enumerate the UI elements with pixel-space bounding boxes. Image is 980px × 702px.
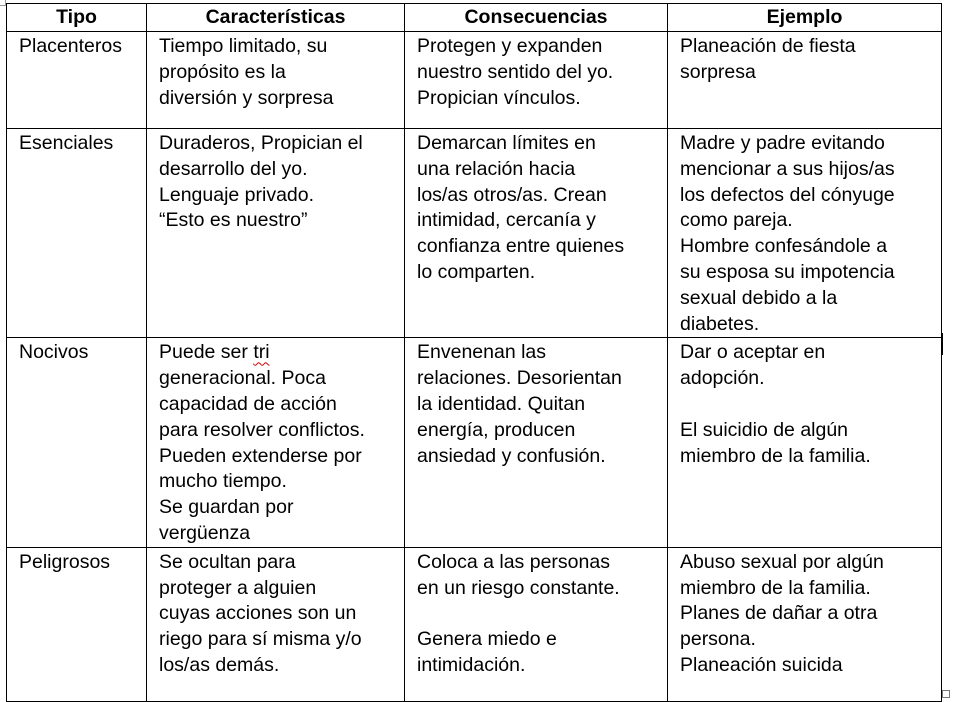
text-line: en un riesgo constante.: [417, 576, 620, 599]
text-line: Demarcan límites en: [417, 132, 596, 154]
text-line: persona.: [680, 628, 756, 651]
text-line: los defectos del cónyuge: [680, 183, 895, 206]
text-line: mucho tiempo.: [159, 470, 287, 493]
header-row: [7, 4, 942, 32]
blank-line: [680, 392, 935, 418]
text-line: miembro de la familia.: [680, 444, 871, 467]
text-line: intimidad, cercanía y: [417, 209, 596, 232]
cell-caracteristicas: [147, 32, 405, 129]
text-line: ansiedad y confusión.: [417, 444, 606, 467]
header-caracteristicas: Características: [147, 4, 405, 32]
text-line: Planes de dañar a otra: [680, 602, 878, 625]
text-line: diabetes.: [680, 312, 760, 335]
cell-caracteristicas: [147, 129, 405, 338]
text-line: energía, producen: [417, 418, 576, 441]
text-line: una relación hacia: [417, 157, 576, 180]
tipo-label: Placenteros: [19, 35, 122, 57]
text-line: El suicidio de algún: [680, 418, 849, 441]
cell-ejemplo: [668, 547, 942, 701]
header-ejemplo: Ejemplo: [668, 4, 942, 32]
text-line: Se ocultan para: [159, 550, 296, 573]
text-line: los/as demás.: [159, 653, 280, 676]
text-line: Duraderos, Propician el: [159, 132, 363, 154]
header-tipo: Tipo: [7, 4, 147, 32]
text-line: generacional. Poca: [159, 367, 326, 390]
text-line: como pareja.: [680, 209, 793, 232]
text-line: su esposa su impotencia: [680, 260, 895, 283]
cell-caracteristicas: [147, 338, 405, 547]
text-line: Coloca a las personas: [417, 550, 610, 573]
text-cursor: [941, 333, 943, 355]
table-resize-handle[interactable]: [942, 690, 950, 698]
tipo-label: Peligrosos: [19, 550, 111, 573]
text-line: Abuso sexual por algún: [680, 550, 884, 573]
cell-tipo: [7, 547, 147, 701]
text-line: diversión y sorpresa: [159, 86, 334, 109]
cell-consecuencias: [405, 338, 668, 547]
text-line: cuyas acciones son un: [159, 602, 357, 625]
tipo-label: Nocivos: [19, 341, 89, 364]
text-line: Dar o aceptar en: [680, 341, 826, 364]
text-line: Pueden extenderse por: [159, 444, 362, 467]
text-line: desarrollo del yo.: [159, 157, 308, 180]
text-line: lo comparten.: [417, 260, 536, 283]
text-line: Planeación de fiesta: [680, 35, 856, 57]
text-line: adopción.: [680, 367, 765, 390]
text-line: vergüenza: [159, 521, 251, 544]
text-line: propósito es la: [159, 60, 286, 83]
text-line: riego para sí misma y/o: [159, 628, 362, 651]
cell-caracteristicas: [147, 547, 405, 701]
table-row-peligrosos: [7, 547, 942, 701]
text-line: mencionar a sus hijos/as: [680, 157, 895, 180]
cell-consecuencias: [405, 129, 668, 338]
text-line: miembro de la familia.: [680, 576, 871, 599]
header-consecuencias: Consecuencias: [405, 4, 668, 32]
table-row-esenciales: [7, 129, 942, 338]
text-line: Planeación suicida: [680, 653, 843, 676]
cell-tipo: [7, 32, 147, 129]
cell-consecuencias: [405, 32, 668, 129]
text-line: [159, 340, 398, 366]
secrets-table: [6, 3, 942, 702]
text-line: los/as otros/as. Crean: [417, 183, 607, 206]
cell-consecuencias: [405, 547, 668, 701]
text-line: Lenguaje privado.: [159, 183, 315, 206]
cell-ejemplo: [668, 129, 942, 338]
text-line: Envenenan las: [417, 341, 547, 364]
text-line: capacidad de acción: [159, 392, 337, 415]
text-line: intimidación.: [417, 653, 526, 676]
table-row-nocivos: [7, 338, 942, 547]
text-line: confianza entre quienes: [417, 235, 625, 258]
tipo-label: Esenciales: [19, 132, 114, 154]
text-line: Tiempo limitado, su: [159, 35, 328, 57]
cell-ejemplo: [668, 338, 942, 547]
text-line: Genera miedo e: [417, 628, 557, 651]
table-row-placenteros: [7, 32, 942, 129]
text-line: Hombre confesándole a: [680, 235, 888, 258]
text-fragment: Puede ser: [159, 341, 254, 364]
spellcheck-flagged-word: tri: [253, 341, 270, 364]
text-line: relaciones. Desorientan: [417, 367, 622, 390]
text-line: “Esto es nuestro”: [159, 209, 308, 232]
text-line: sorpresa: [680, 60, 756, 83]
text-line: Se guardan por: [159, 496, 294, 519]
cell-ejemplo: [668, 32, 942, 129]
blank-line: [417, 601, 661, 627]
cell-tipo: [7, 129, 147, 338]
text-line: Propician vínculos.: [417, 86, 581, 109]
text-line: sexual debido a la: [680, 286, 838, 309]
text-line: Protegen y expanden: [417, 35, 603, 57]
text-line: la identidad. Quitan: [417, 392, 586, 415]
text-line: Madre y padre evitando: [680, 132, 885, 154]
cell-tipo: [7, 338, 147, 547]
text-line: para resolver conflictos.: [159, 418, 365, 441]
text-line: nuestro sentido del yo.: [417, 60, 614, 83]
text-line: proteger a alguien: [159, 576, 317, 599]
